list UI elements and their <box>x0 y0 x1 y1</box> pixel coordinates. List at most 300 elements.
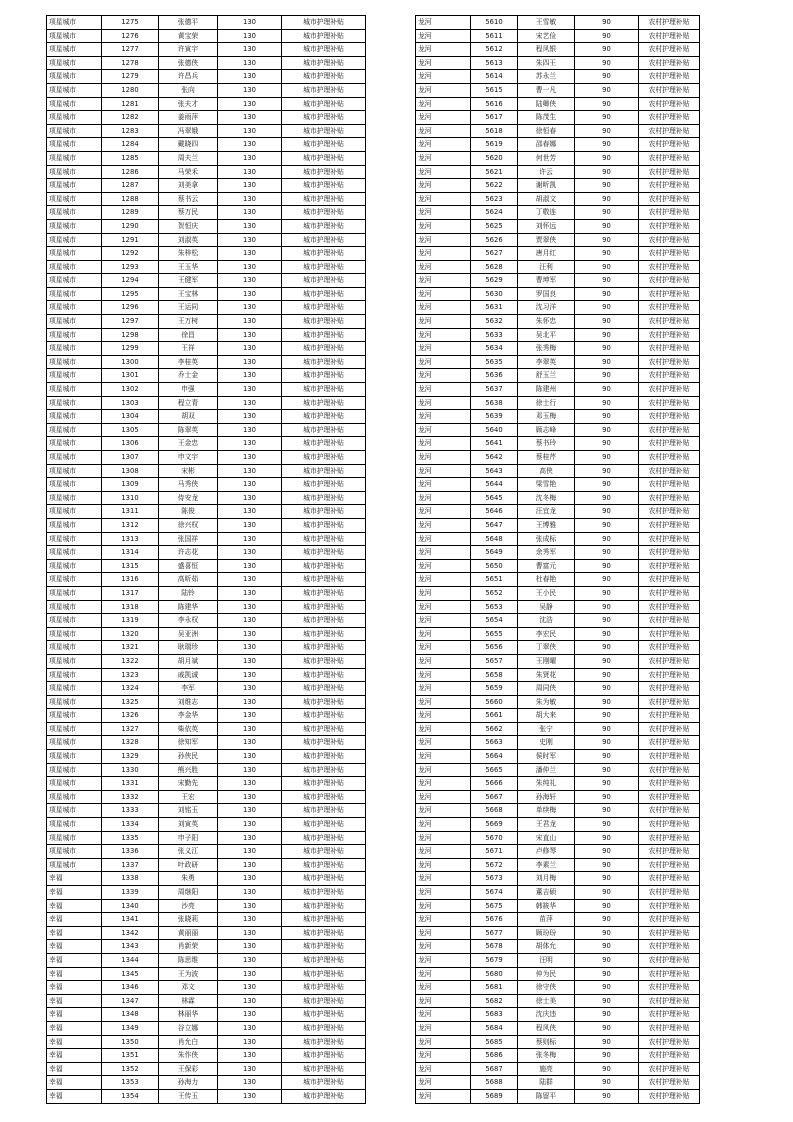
name-cell: 陈留平 <box>518 1089 575 1103</box>
table-row <box>416 886 700 900</box>
table-row <box>47 899 366 913</box>
table-row <box>416 301 700 315</box>
right-table-body <box>416 16 700 1104</box>
table-row <box>47 763 366 777</box>
name-cell: 戴晓四 <box>159 138 218 152</box>
serial-number-cell: 1319 <box>102 614 159 628</box>
amount-cell: 90 <box>575 858 639 872</box>
table-row <box>416 546 700 560</box>
serial-number-cell: 1338 <box>102 872 159 886</box>
table-row <box>47 29 366 43</box>
subsidy-type-cell: 农村护理补贴 <box>639 138 700 152</box>
table-row <box>416 1076 700 1090</box>
table-row <box>416 1062 700 1076</box>
name-cell: 冯翠娥 <box>159 124 218 138</box>
subsidy-type-cell: 城市护理补贴 <box>282 818 366 832</box>
amount-cell: 90 <box>575 43 639 57</box>
amount-cell: 130 <box>218 722 282 736</box>
table-row <box>416 287 700 301</box>
amount-cell: 90 <box>575 70 639 84</box>
serial-number-cell: 5664 <box>471 750 518 764</box>
subsidy-type-cell: 农村护理补贴 <box>639 994 700 1008</box>
serial-number-cell: 5660 <box>471 695 518 709</box>
serial-number-cell: 1292 <box>102 247 159 261</box>
name-cell: 胡大来 <box>518 709 575 723</box>
name-cell: 沙亮 <box>159 899 218 913</box>
serial-number-cell: 1343 <box>102 940 159 954</box>
table-row <box>416 355 700 369</box>
name-cell: 王健军 <box>159 274 218 288</box>
table-row <box>416 83 700 97</box>
subsidy-type-cell: 城市护理补贴 <box>282 913 366 927</box>
name-cell: 许志花 <box>159 546 218 560</box>
serial-number-cell: 1354 <box>102 1089 159 1103</box>
amount-cell: 90 <box>575 518 639 532</box>
area-cell: 项星城市 <box>47 722 102 736</box>
name-cell: 许寅宇 <box>159 43 218 57</box>
subsidy-type-cell: 城市护理补贴 <box>282 70 366 84</box>
name-cell: 张宁 <box>518 722 575 736</box>
subsidy-type-cell: 农村护理补贴 <box>639 586 700 600</box>
serial-number-cell: 5613 <box>471 56 518 70</box>
serial-number-cell: 5645 <box>471 491 518 505</box>
area-cell: 项星城市 <box>47 600 102 614</box>
subsidy-type-cell: 城市护理补贴 <box>282 641 366 655</box>
table-row <box>416 709 700 723</box>
subsidy-type-cell: 农村护理补贴 <box>639 1021 700 1035</box>
subsidy-type-cell: 农村护理补贴 <box>639 953 700 967</box>
subsidy-type-cell: 城市护理补贴 <box>282 559 366 573</box>
serial-number-cell: 1318 <box>102 600 159 614</box>
name-cell: 徐士美 <box>518 994 575 1008</box>
table-row <box>47 1021 366 1035</box>
area-cell: 项星城市 <box>47 559 102 573</box>
amount-cell: 130 <box>218 43 282 57</box>
area-cell: 龙河 <box>416 994 471 1008</box>
area-cell: 幸福 <box>47 967 102 981</box>
amount-cell: 130 <box>218 886 282 900</box>
area-cell: 幸福 <box>47 994 102 1008</box>
name-cell: 柴依英 <box>159 722 218 736</box>
amount-cell: 130 <box>218 138 282 152</box>
serial-number-cell: 1301 <box>102 369 159 383</box>
table-row <box>416 1049 700 1063</box>
area-cell: 龙河 <box>416 423 471 437</box>
amount-cell: 90 <box>575 1076 639 1090</box>
area-cell: 项星城市 <box>47 750 102 764</box>
name-cell: 史刚 <box>518 736 575 750</box>
name-cell: 王宝林 <box>159 287 218 301</box>
serial-number-cell: 5674 <box>471 886 518 900</box>
serial-number-cell: 1302 <box>102 383 159 397</box>
name-cell: 李素兰 <box>518 858 575 872</box>
table-row <box>416 165 700 179</box>
amount-cell: 130 <box>218 763 282 777</box>
name-cell: 施亮 <box>518 1062 575 1076</box>
area-cell: 龙河 <box>416 845 471 859</box>
amount-cell: 130 <box>218 750 282 764</box>
amount-cell: 90 <box>575 546 639 560</box>
serial-number-cell: 1312 <box>102 518 159 532</box>
subsidy-type-cell: 农村护理补贴 <box>639 682 700 696</box>
table-row <box>47 151 366 165</box>
table-row <box>47 342 366 356</box>
subsidy-type-cell: 城市护理补贴 <box>282 16 366 30</box>
area-cell: 龙河 <box>416 56 471 70</box>
area-cell: 项星城市 <box>47 668 102 682</box>
area-cell: 龙河 <box>416 328 471 342</box>
name-cell: 舒玉兰 <box>518 369 575 383</box>
serial-number-cell: 5684 <box>471 1021 518 1035</box>
amount-cell: 90 <box>575 750 639 764</box>
table-row <box>416 682 700 696</box>
serial-number-cell: 1280 <box>102 83 159 97</box>
subsidy-type-cell: 农村护理补贴 <box>639 804 700 818</box>
area-cell: 项星城市 <box>47 654 102 668</box>
area-cell: 龙河 <box>416 287 471 301</box>
serial-number-cell: 1294 <box>102 274 159 288</box>
amount-cell: 130 <box>218 355 282 369</box>
area-cell: 龙河 <box>416 899 471 913</box>
area-cell: 龙河 <box>416 179 471 193</box>
subsidy-type-cell: 城市护理补贴 <box>282 192 366 206</box>
name-cell: 吴静 <box>518 600 575 614</box>
serial-number-cell: 5622 <box>471 179 518 193</box>
subsidy-type-cell: 城市护理补贴 <box>282 763 366 777</box>
table-row <box>416 777 700 791</box>
name-cell: 姜雨萍 <box>159 111 218 125</box>
serial-number-cell: 1281 <box>102 97 159 111</box>
serial-number-cell: 1334 <box>102 818 159 832</box>
subsidy-type-cell: 城市护理补贴 <box>282 423 366 437</box>
subsidy-type-cell: 城市护理补贴 <box>282 355 366 369</box>
name-cell: 徐知军 <box>159 736 218 750</box>
table-row <box>47 396 366 410</box>
amount-cell: 90 <box>575 886 639 900</box>
name-cell: 王传玉 <box>159 1089 218 1103</box>
name-cell: 苗萍 <box>518 913 575 927</box>
amount-cell: 130 <box>218 491 282 505</box>
amount-cell: 130 <box>218 179 282 193</box>
serial-number-cell: 1313 <box>102 532 159 546</box>
serial-number-cell: 1290 <box>102 219 159 233</box>
area-cell: 龙河 <box>416 301 471 315</box>
area-cell: 项星城市 <box>47 151 102 165</box>
name-cell: 程风银 <box>518 43 575 57</box>
table-row <box>47 600 366 614</box>
table-row <box>416 16 700 30</box>
name-cell: 许云 <box>518 165 575 179</box>
table-row <box>47 206 366 220</box>
area-cell: 龙河 <box>416 274 471 288</box>
serial-number-cell: 5639 <box>471 410 518 424</box>
table-row <box>416 423 700 437</box>
serial-number-cell: 5682 <box>471 994 518 1008</box>
area-cell: 龙河 <box>416 505 471 519</box>
subsidy-type-cell: 农村护理补贴 <box>639 274 700 288</box>
amount-cell: 130 <box>218 709 282 723</box>
area-cell: 幸福 <box>47 1021 102 1035</box>
amount-cell: 90 <box>575 1049 639 1063</box>
serial-number-cell: 5652 <box>471 586 518 600</box>
serial-number-cell: 5634 <box>471 342 518 356</box>
area-cell: 项星城市 <box>47 274 102 288</box>
subsidy-type-cell: 城市护理补贴 <box>282 722 366 736</box>
subsidy-type-cell: 城市护理补贴 <box>282 777 366 791</box>
subsidy-type-cell: 农村护理补贴 <box>639 355 700 369</box>
area-cell: 项星城市 <box>47 478 102 492</box>
area-cell: 龙河 <box>416 546 471 560</box>
amount-cell: 90 <box>575 926 639 940</box>
serial-number-cell: 1325 <box>102 695 159 709</box>
subsidy-type-cell: 城市护理补贴 <box>282 1076 366 1090</box>
area-cell: 龙河 <box>416 695 471 709</box>
serial-number-cell: 5651 <box>471 573 518 587</box>
table-row <box>47 247 366 261</box>
area-cell: 龙河 <box>416 437 471 451</box>
area-cell: 项星城市 <box>47 179 102 193</box>
table-row <box>47 260 366 274</box>
name-cell: 丁敬连 <box>518 206 575 220</box>
amount-cell: 130 <box>218 926 282 940</box>
table-row <box>47 627 366 641</box>
name-cell: 何世芳 <box>518 151 575 165</box>
table-row <box>47 845 366 859</box>
name-cell: 王运同 <box>159 301 218 315</box>
area-cell: 龙河 <box>416 627 471 641</box>
area-cell: 项星城市 <box>47 627 102 641</box>
table-row <box>47 641 366 655</box>
amount-cell: 130 <box>218 1076 282 1090</box>
amount-cell: 130 <box>218 301 282 315</box>
serial-number-cell: 1324 <box>102 682 159 696</box>
area-cell: 项星城市 <box>47 111 102 125</box>
amount-cell: 130 <box>218 899 282 913</box>
table-row <box>47 559 366 573</box>
name-cell: 贺恒庆 <box>159 219 218 233</box>
subsidy-type-cell: 城市护理补贴 <box>282 83 366 97</box>
name-cell: 徐恒春 <box>518 124 575 138</box>
subsidy-type-cell: 农村护理补贴 <box>639 763 700 777</box>
area-cell: 龙河 <box>416 97 471 111</box>
serial-number-cell: 1329 <box>102 750 159 764</box>
amount-cell: 90 <box>575 654 639 668</box>
serial-number-cell: 1307 <box>102 451 159 465</box>
table-row <box>47 1089 366 1103</box>
name-cell: 徐昌 <box>159 328 218 342</box>
area-cell: 项星城市 <box>47 451 102 465</box>
area-cell: 龙河 <box>416 43 471 57</box>
table-row <box>416 410 700 424</box>
amount-cell: 130 <box>218 328 282 342</box>
subsidy-type-cell: 农村护理补贴 <box>639 423 700 437</box>
serial-number-cell: 5623 <box>471 192 518 206</box>
area-cell: 项星城市 <box>47 301 102 315</box>
serial-number-cell: 5633 <box>471 328 518 342</box>
amount-cell: 130 <box>218 383 282 397</box>
serial-number-cell: 5632 <box>471 315 518 329</box>
area-cell: 龙河 <box>416 573 471 587</box>
subsidy-type-cell: 城市护理补贴 <box>282 695 366 709</box>
name-cell: 唐月红 <box>518 247 575 261</box>
area-cell: 龙河 <box>416 16 471 30</box>
amount-cell: 130 <box>218 423 282 437</box>
subsidy-type-cell: 城市护理补贴 <box>282 260 366 274</box>
area-cell: 龙河 <box>416 29 471 43</box>
serial-number-cell: 5648 <box>471 532 518 546</box>
subsidy-type-cell: 农村护理补贴 <box>639 396 700 410</box>
name-cell: 韩筱华 <box>518 899 575 913</box>
area-cell: 项星城市 <box>47 206 102 220</box>
name-cell: 王君龙 <box>518 818 575 832</box>
table-row <box>47 804 366 818</box>
table-row <box>416 668 700 682</box>
name-cell: 朱四王 <box>518 56 575 70</box>
subsidy-type-cell: 城市护理补贴 <box>282 233 366 247</box>
table-row <box>47 43 366 57</box>
subsidy-type-cell: 农村护理补贴 <box>639 301 700 315</box>
amount-cell: 130 <box>218 369 282 383</box>
area-cell: 项星城市 <box>47 736 102 750</box>
name-cell: 胡月斌 <box>159 654 218 668</box>
area-cell: 项星城市 <box>47 586 102 600</box>
amount-cell: 90 <box>575 233 639 247</box>
serial-number-cell: 5617 <box>471 111 518 125</box>
subsidy-type-cell: 农村护理补贴 <box>639 818 700 832</box>
subsidy-type-cell: 城市护理补贴 <box>282 464 366 478</box>
name-cell: 汪宜龙 <box>518 505 575 519</box>
area-cell: 龙河 <box>416 355 471 369</box>
serial-number-cell: 5646 <box>471 505 518 519</box>
amount-cell: 130 <box>218 600 282 614</box>
amount-cell: 130 <box>218 546 282 560</box>
serial-number-cell: 5673 <box>471 872 518 886</box>
name-cell: 朱贤花 <box>518 668 575 682</box>
name-cell: 张向 <box>159 83 218 97</box>
area-cell: 龙河 <box>416 247 471 261</box>
area-cell: 项星城市 <box>47 260 102 274</box>
subsidy-type-cell: 城市护理补贴 <box>282 396 366 410</box>
table-row <box>416 478 700 492</box>
name-cell: 周夫兰 <box>159 151 218 165</box>
table-row <box>47 818 366 832</box>
name-cell: 陈翠英 <box>159 423 218 437</box>
serial-number-cell: 1353 <box>102 1076 159 1090</box>
name-cell: 李桂英 <box>159 355 218 369</box>
amount-cell: 90 <box>575 260 639 274</box>
area-cell: 项星城市 <box>47 369 102 383</box>
table-row <box>416 451 700 465</box>
amount-cell: 130 <box>218 287 282 301</box>
serial-number-cell: 5620 <box>471 151 518 165</box>
area-cell: 龙河 <box>416 206 471 220</box>
serial-number-cell: 5619 <box>471 138 518 152</box>
table-row <box>416 641 700 655</box>
area-cell: 龙河 <box>416 967 471 981</box>
serial-number-cell: 1306 <box>102 437 159 451</box>
subsidy-type-cell: 农村护理补贴 <box>639 179 700 193</box>
name-cell: 申子阳 <box>159 831 218 845</box>
subsidy-type-cell: 农村护理补贴 <box>639 709 700 723</box>
subsidy-type-cell: 城市护理补贴 <box>282 831 366 845</box>
table-row <box>416 505 700 519</box>
table-row <box>416 315 700 329</box>
table-row <box>47 858 366 872</box>
amount-cell: 130 <box>218 532 282 546</box>
area-cell: 项星城市 <box>47 16 102 30</box>
table-row <box>47 274 366 288</box>
subsidy-type-cell: 农村护理补贴 <box>639 1008 700 1022</box>
serial-number-cell: 5616 <box>471 97 518 111</box>
name-cell: 李宏民 <box>518 627 575 641</box>
amount-cell: 90 <box>575 641 639 655</box>
table-row <box>416 1035 700 1049</box>
name-cell: 申强 <box>159 383 218 397</box>
area-cell: 龙河 <box>416 926 471 940</box>
area-cell: 幸福 <box>47 899 102 913</box>
serial-number-cell: 1314 <box>102 546 159 560</box>
table-row <box>416 858 700 872</box>
table-row <box>47 451 366 465</box>
area-cell: 项星城市 <box>47 328 102 342</box>
name-cell: 申文宇 <box>159 451 218 465</box>
name-cell: 王博雅 <box>518 518 575 532</box>
serial-number-cell: 1326 <box>102 709 159 723</box>
amount-cell: 90 <box>575 206 639 220</box>
name-cell: 潘仲兰 <box>518 763 575 777</box>
name-cell: 胡体允 <box>518 940 575 954</box>
name-cell: 王万树 <box>159 315 218 329</box>
area-cell: 项星城市 <box>47 165 102 179</box>
area-cell: 龙河 <box>416 790 471 804</box>
subsidy-type-cell: 城市护理补贴 <box>282 1049 366 1063</box>
amount-cell: 130 <box>218 247 282 261</box>
area-cell: 项星城市 <box>47 505 102 519</box>
subsidy-type-cell: 农村护理补贴 <box>639 315 700 329</box>
amount-cell: 130 <box>218 1008 282 1022</box>
area-cell: 项星城市 <box>47 233 102 247</box>
area-cell: 龙河 <box>416 750 471 764</box>
name-cell: 肖允白 <box>159 1035 218 1049</box>
table-row <box>47 383 366 397</box>
subsidy-type-cell: 城市护理补贴 <box>282 682 366 696</box>
area-cell: 项星城市 <box>47 641 102 655</box>
subsidy-type-cell: 城市护理补贴 <box>282 97 366 111</box>
subsidy-type-cell: 农村护理补贴 <box>639 260 700 274</box>
serial-number-cell: 1349 <box>102 1021 159 1035</box>
name-cell: 耿瑞珍 <box>159 641 218 655</box>
serial-number-cell: 1295 <box>102 287 159 301</box>
name-cell: 黄丽丽 <box>159 926 218 940</box>
subsidy-type-cell: 城市护理补贴 <box>282 478 366 492</box>
subsidy-type-cell: 农村护理补贴 <box>639 505 700 519</box>
area-cell: 龙河 <box>416 858 471 872</box>
name-cell: 罗国良 <box>518 287 575 301</box>
subsidy-type-cell: 农村护理补贴 <box>639 559 700 573</box>
name-cell: 陈俊 <box>159 505 218 519</box>
serial-number-cell: 5628 <box>471 260 518 274</box>
subsidy-type-cell: 农村护理补贴 <box>639 532 700 546</box>
area-cell: 龙河 <box>416 641 471 655</box>
serial-number-cell: 5649 <box>471 546 518 560</box>
area-cell: 项星城市 <box>47 831 102 845</box>
name-cell: 王金忠 <box>159 437 218 451</box>
amount-cell: 130 <box>218 16 282 30</box>
area-cell: 项星城市 <box>47 410 102 424</box>
name-cell: 宋直山 <box>518 831 575 845</box>
name-cell: 张秀梅 <box>518 342 575 356</box>
subsidy-type-cell: 农村护理补贴 <box>639 192 700 206</box>
